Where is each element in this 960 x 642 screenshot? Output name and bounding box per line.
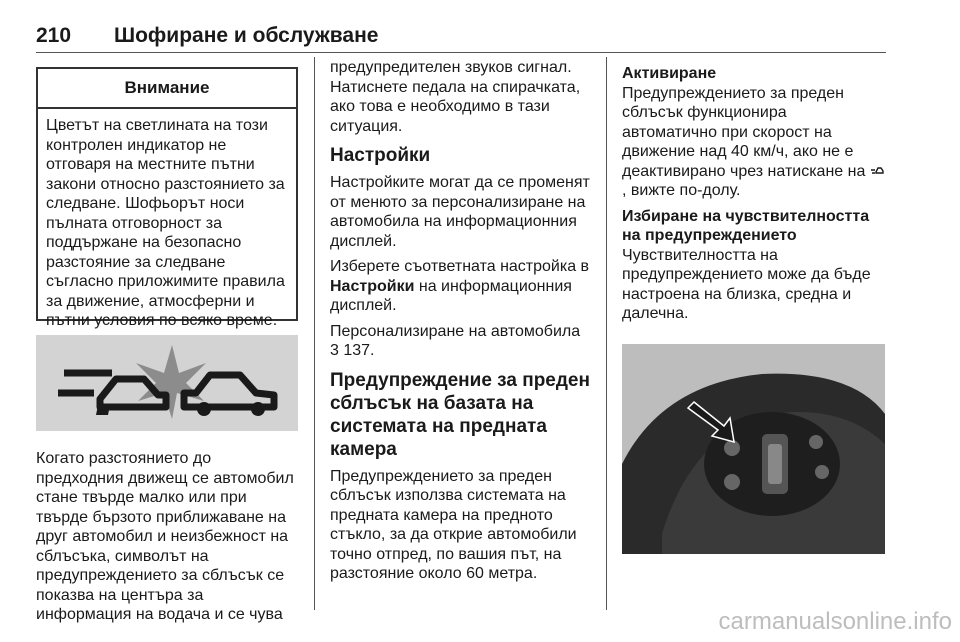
paragraph-front-camera: Предупреждението за преден сблъсък използва системата на предната камера на предното стъкло, за да открие автомобили точно отпред, по вашия път, на разстояние около 60 метра. <box>330 467 577 582</box>
header-divider <box>36 52 886 53</box>
collision-warning-illustration <box>36 335 298 431</box>
reference-arrow-icon: 3 <box>330 342 339 359</box>
page-number: 210 <box>36 24 72 47</box>
column-2 <box>330 58 595 590</box>
column-divider-2 <box>606 57 607 610</box>
settings-text-pre: Изберете съответната настройка в <box>330 258 590 275</box>
column-1 <box>36 67 298 631</box>
column-divider-1 <box>314 57 315 610</box>
paragraph-continued: предупредителен звуков сигнал. Натиснете педала на спирачката, ако това е необходимо в тази ситуация. <box>330 59 581 135</box>
paragraph-settings-1: Настройките могат да се променят от менюто за персонализиране на автомобила на информационния дисплей. <box>330 174 590 250</box>
page-header <box>36 24 886 54</box>
collision-cars-icon <box>36 335 298 431</box>
paragraph-settings-2 <box>330 257 595 316</box>
activation-text-1: Предупреждението за преден сблъсък функционира автоматично при скорост на движение над 40 км/ч, ако не е деактивирано чрез натискане на <box>622 84 870 180</box>
column-3 <box>622 64 885 554</box>
settings-menu-name: Настройки <box>330 277 415 295</box>
collision-alert-button-icon <box>870 164 884 176</box>
activation-text-2: , вижте по-долу. <box>622 182 741 199</box>
steering-wheel-controls-image <box>622 344 885 554</box>
warning-title: Внимание <box>38 69 296 109</box>
settings-text-post: на информационния дисплей. <box>330 277 572 314</box>
paragraph-sensitivity: Чувствителността на предупреждението може да бъде настроена на близка, средна и далечна. <box>622 246 871 322</box>
steering-wheel-photo <box>622 344 885 554</box>
warning-text: Цветът на светлината на този контролен индикатор не отговаря на местните пътни закони относно разстоянието за следване. Шофьорът носи пълната отговорност за поддържане на безопасно разстояние за следване съгласно приложимите правила за движение, атмосферни и пътни условия по всяко време. <box>46 117 285 329</box>
heading-settings: Настройки <box>330 145 431 166</box>
warning-box <box>36 67 298 329</box>
reference-page: 137. <box>338 342 375 359</box>
watermark: carmanualsonline.info <box>718 608 952 635</box>
paragraph-personalization <box>330 322 595 361</box>
page-title: Шофиране и обслужване <box>114 24 379 47</box>
paragraph-collision: Когато разстоянието до предходния движещ се автомобил стане твърде малко или при твърде бързото приближаване на друг автомобил и неизбежност на сблъсъка, символът на предупреждението за сблъсък се показва на центъра за информация на водача и се чува <box>36 450 294 623</box>
personalization-text: Персонализиране на автомобила <box>330 322 581 340</box>
heading-sensitivity: Избиране на чувствителността на предупреждението <box>622 207 870 244</box>
heading-activation: Активиране <box>622 65 717 82</box>
heading-front-camera: Предупреждение за преден сблъсък на базата на системата на предната камера <box>330 369 590 460</box>
paragraph-activation <box>622 84 885 201</box>
